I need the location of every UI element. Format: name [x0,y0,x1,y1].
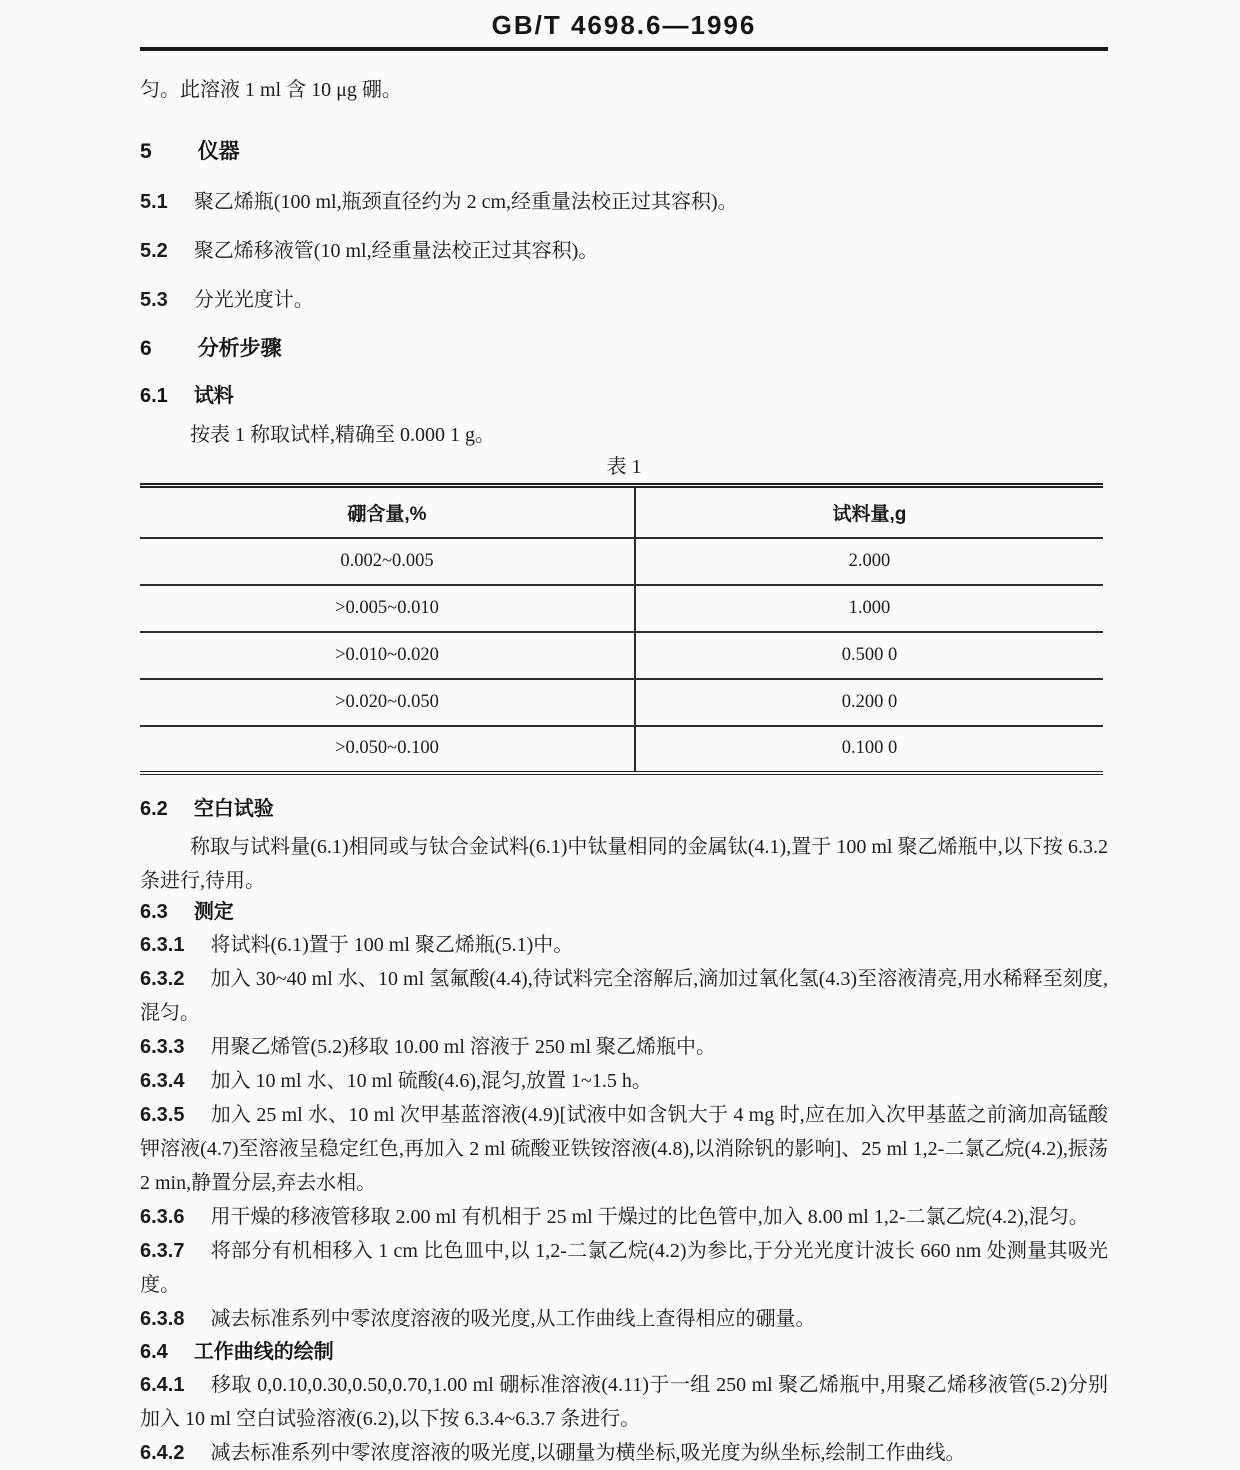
table-cell: 2.000 [635,538,1103,585]
clause-6-3-6 [140,1200,1108,1234]
clause-6-3-8 [140,1302,1108,1336]
clause-6-1-paragraph: 按表 1 称取试样,精确至 0.000 1 g。 [190,424,495,446]
clause-6-3-5 [140,1098,1108,1200]
table-cell: >0.005~0.010 [140,585,635,632]
clause-text: 分光光度计。 [193,289,314,311]
clause-text: 减去标准系列中零浓度溶液的吸光度,以硼量为横坐标,吸光度为纵坐标,绘制工作曲线。 [210,1441,966,1464]
table-row [140,585,1103,632]
table-cell: >0.010~0.020 [140,632,635,679]
clause-number: 6.2 [140,797,168,820]
clause-number: 6.1 [140,385,168,407]
column-header-sample-mass: 试料量,g [635,486,1103,538]
clause-text: 加入 30~40 ml 水、10 ml 氢氟酸(4.4),待试料完全溶解后,滴加过氧化氢(4.3)至溶液清亮,用水稀释至刻度,混匀。 [140,967,1108,1024]
clause-6-3-2 [140,962,1108,1030]
clause-text: 用聚乙烯管(5.2)移取 10.00 ml 溶液于 250 ml 聚乙烯瓶中。 [210,1035,717,1058]
clause-number: 6.3.2 [140,967,185,990]
clause-6-2-heading [140,796,1108,822]
table-cell: >0.020~0.050 [140,679,635,726]
table-header-row [140,486,1103,538]
intro-paragraph: 匀。此溶液 1 ml 含 10 μg 硼。 [140,79,402,101]
clause-number: 6.3.7 [140,1239,185,1262]
section-6-heading [140,334,1108,364]
table-cell: 0.200 0 [635,679,1103,726]
clause-6-2-paragraph: 称取与试料量(6.1)相同或与钛合金试料(6.1)中钛量相同的金属钛(4.1),置于 100 ml 聚乙烯瓶中,以下按 6.3.2 条进行,待用。 [140,835,1108,892]
table-cell: >0.050~0.100 [140,726,635,773]
clause-5-2 [140,234,1108,268]
clause-6-3-1 [140,928,1108,962]
table-row [140,679,1103,726]
clause-6-3-4 [140,1064,1108,1098]
clause-text: 聚乙烯移液管(10 ml,经重量法校正过其容积)。 [193,240,599,262]
clause-6-4-1 [140,1368,1108,1436]
clause-number: 6.3.3 [140,1035,185,1058]
table-cell: 1.000 [635,585,1103,632]
clause-6-4-heading [140,1339,1108,1365]
clause-text: 用干燥的移液管移取 2.00 ml 有机相于 25 ml 干燥过的比色管中,加入 8.00 ml 1,2-二氯乙烷(4.2),混匀。 [210,1205,1089,1228]
clause-text: 将试料(6.1)置于 100 ml 聚乙烯瓶(5.1)中。 [210,933,574,956]
table-row [140,538,1103,585]
section-title: 分析步骤 [197,337,282,360]
standard-number-header: GB/T 4698.6—1996 [491,10,757,40]
clause-number: 6.4.1 [140,1373,185,1396]
clause-text: 将部分有机相移入 1 cm 比色皿中,以 1,2-二氯乙烷(4.2)为参比,于分光光度计波长 660 nm 处测量其吸光度。 [140,1239,1108,1296]
section-number: 5 [140,140,152,163]
table-cell: 0.100 0 [841,738,898,758]
section-5-heading [140,137,1108,167]
table-cell: 0.002~0.005 [140,538,635,585]
clause-text: 聚乙烯瓶(100 ml,瓶颈直径约为 2 cm,经重量法校正过其容积)。 [193,191,738,213]
header-rule [140,47,1108,51]
table-row [140,726,1103,773]
clause-text: 移取 0,0.10,0.30,0.50,0.70,1.00 ml 硼标准溶液(4.11)于一组 250 ml 聚乙烯瓶中,用聚乙烯移液管(5.2)分别加入 10 ml 空白试验溶液(6.2),以下按 6.3.4~6.3.7 条进行。 [140,1373,1108,1430]
clause-number: 6.3 [140,900,168,923]
clause-6-3-heading [140,899,1108,925]
column-header-boron-content: 硼含量,% [140,486,635,538]
clause-number: 6.3.6 [140,1205,185,1228]
clause-number: 5.2 [140,240,168,262]
clause-list-6-3 [140,928,1108,1470]
clause-6-4-2 [140,1436,1108,1470]
clause-title: 测定 [193,900,234,923]
clause-number: 6.4 [140,1340,168,1363]
clause-text: 减去标准系列中零浓度溶液的吸光度,从工作曲线上查得相应的硼量。 [210,1307,816,1330]
clause-title: 试料 [193,385,234,407]
table-cell: 0.500 0 [635,632,1103,679]
clause-text: 加入 25 ml 水、10 ml 次甲基蓝溶液(4.9)[试液中如含钒大于 4 mg 时,应在加入次甲基蓝之前滴加高锰酸钾溶液(4.7)至溶液呈稳定红色,再加入 2 ml 硫酸亚铁铵溶液(4.8),以消除钒的影响]、25 ml 1,2-二氯乙烷(4.2),振荡 2 min,静置分层,弃去水相。 [140,1103,1108,1194]
clause-number: 6.3.5 [140,1103,185,1126]
clause-text: 加入 10 ml 水、10 ml 硫酸(4.6),混匀,放置 1~1.5 h。 [210,1069,652,1092]
clause-6-1-heading [140,383,1108,409]
clause-number: 6.3.8 [140,1307,185,1330]
clause-title: 工作曲线的绘制 [193,1340,334,1363]
table-1 [140,483,1103,775]
section-title: 仪器 [197,140,240,163]
clause-number: 6.3.4 [140,1069,185,1092]
clause-title: 空白试验 [193,797,274,820]
section-number: 6 [140,337,152,360]
clause-number: 5.3 [140,289,168,311]
table-row [140,632,1103,679]
clause-5-1 [140,185,1108,219]
clause-6-3-7 [140,1234,1108,1302]
clause-number: 6.4.2 [140,1441,185,1464]
table-1-caption: 表 1 [606,456,642,478]
clause-number: 6.3.1 [140,933,185,956]
clause-6-3-3 [140,1030,1108,1064]
clause-5-3 [140,283,1108,317]
clause-number: 5.1 [140,191,168,213]
